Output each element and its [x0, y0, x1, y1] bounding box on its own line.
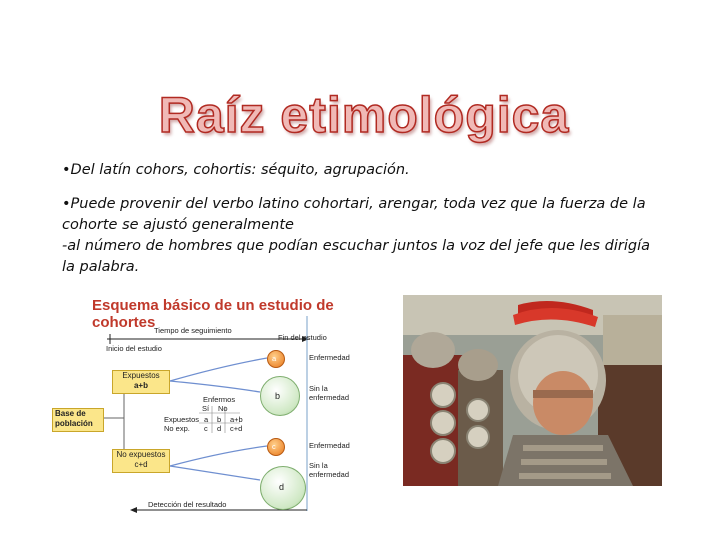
fin-label: Fin del estudio	[278, 333, 327, 342]
cell-c: c	[204, 424, 208, 433]
tiempo-label: Tiempo de seguimiento	[154, 326, 232, 335]
no-label: No	[218, 404, 228, 413]
outcome-b-label: b	[275, 391, 281, 401]
diagram-title: Esquema básico de un estudio de cohortes	[92, 297, 334, 331]
row-expuestos-label: Expuestos	[164, 415, 200, 424]
cell-b: b	[217, 415, 222, 424]
cohort-study-diagram	[52, 296, 372, 518]
row-noexp-label: No exp.	[164, 424, 190, 433]
expuestos-box: Expuestos a+b	[112, 370, 170, 394]
outcome-a-label: a	[272, 354, 277, 363]
cell-ab: a+b	[230, 415, 243, 424]
no-expuestos-box: No expuestos c+d	[112, 449, 170, 473]
cell-a: a	[204, 415, 209, 424]
outcome-c-label: c	[272, 442, 276, 451]
roman-soldiers-photo	[403, 295, 662, 486]
cell-cd: c+d	[230, 424, 243, 433]
bullet-etymology: •Del latín cohors, cohortis: séquito, agrupación.	[62, 162, 410, 178]
enfermos-label: Enfermos	[203, 395, 236, 404]
outcome-d-label: d	[279, 482, 285, 492]
deteccion-label: Detección del resultado	[148, 500, 227, 509]
enfermedad-label-1: Enfermedad	[309, 353, 350, 362]
roman-soldiers-illustration	[403, 295, 662, 486]
slide-title: Raíz etimológica	[158, 87, 570, 143]
enfermedad-label-2: Enfermedad	[309, 441, 350, 450]
sin-enfermedad-label-2: Sin la enfermedad	[309, 461, 350, 479]
bullet-hombres: -al número de hombres que podían escuchar juntos la voz del jefe que les dirigía la palabra.	[62, 238, 651, 275]
si-label: Sí	[202, 404, 210, 413]
inicio-label: Inicio del estudio	[106, 344, 162, 353]
bullet-cohortari: •Puede provenir del verbo latino cohortari, arengar, toda vez que la fuerza de la cohorte se ajustó generalmente	[62, 196, 646, 233]
sin-enfermedad-label-1: Sin la enfermedad	[309, 384, 350, 402]
bullet-list	[62, 160, 662, 278]
cell-d: d	[217, 424, 222, 433]
outcome-c-circle	[267, 438, 285, 456]
base-poblacion-box: Base de población	[52, 408, 104, 432]
